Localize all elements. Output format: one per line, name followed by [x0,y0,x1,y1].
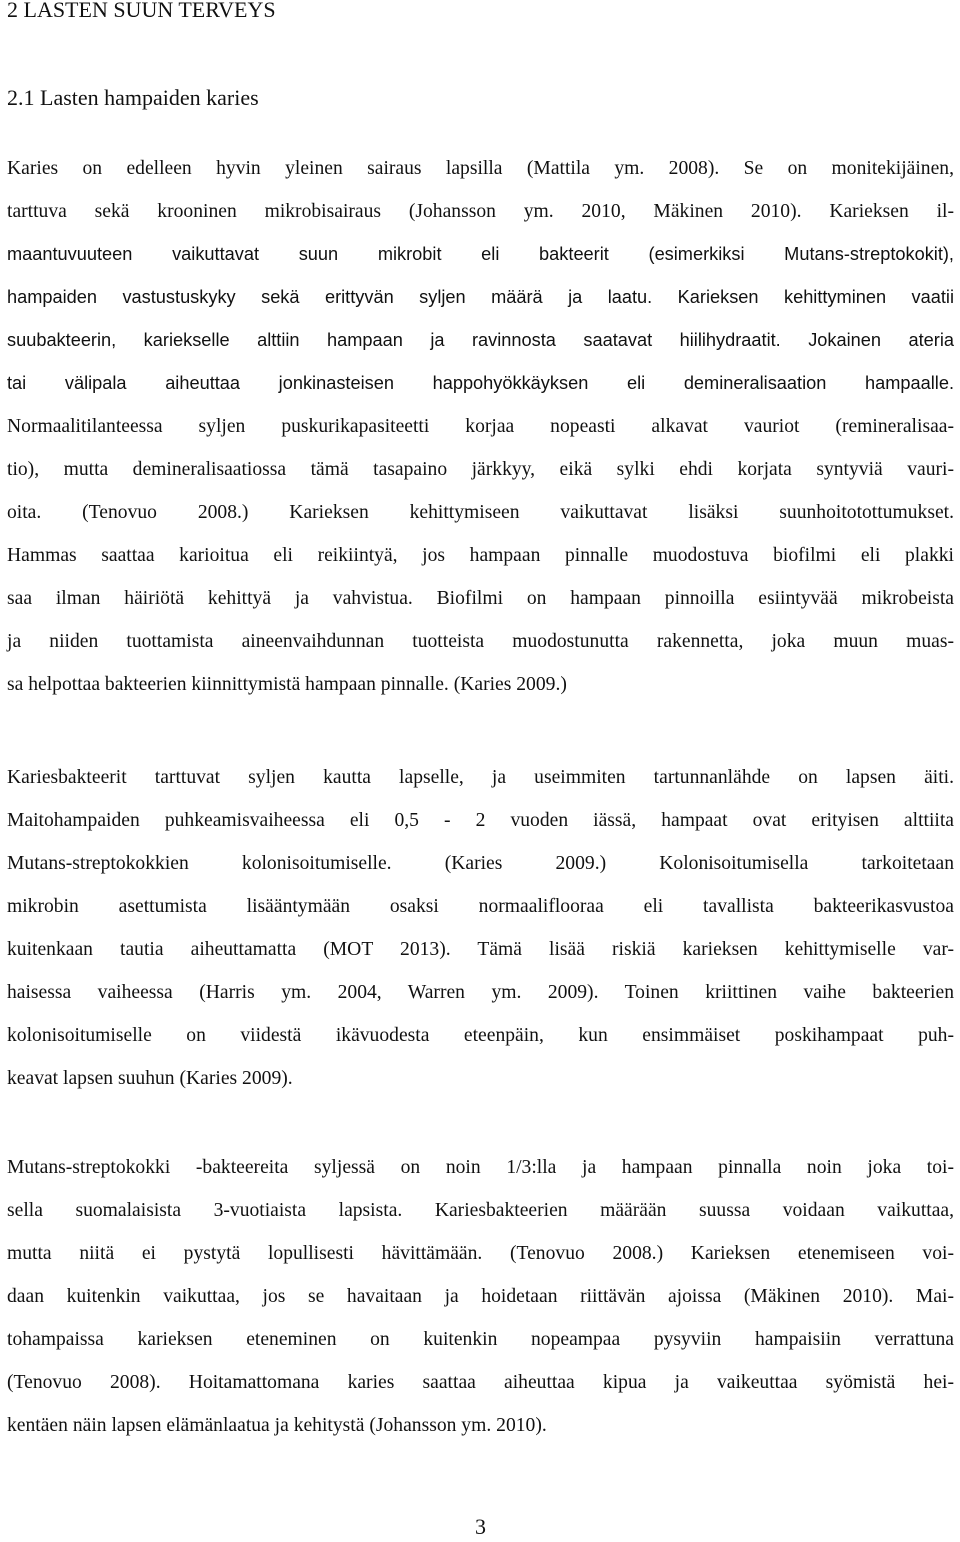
paragraph-line: Mutans-streptokokki -bakteereita syljessä on noin 1/3:lla ja hampaan pinnalla noin joka toi- [7,1157,954,1178]
paragraph-line: saa ilman häiriötä kehittyä ja vahvistua. Biofilmi on hampaan pinnoilla esiintyvää mikrobeista [7,588,954,609]
paragraph-line: tio), mutta demineralisaatiossa tämä tasapaino järkkyy, eikä sylki ehdi korjata syntyviä vauri- [7,459,954,480]
paragraph-line: Maitohampaiden puhkeamisvaiheessa eli 0,5 - 2 vuoden iässä, hampaat ovat erityisen alttiita [7,810,954,831]
paragraph-line: (Tenovuo 2008). Hoitamattomana karies saattaa aiheuttaa kipua ja vaikeuttaa syömistä hei- [7,1372,954,1393]
page-number: 3 [475,1514,486,1539]
chapter-heading: 2 LASTEN SUUN TERVEYS [7,0,276,22]
paragraph-line: daan kuitenkin vaikuttaa, jos se havaitaan ja hoidetaan riittävän ajoissa (Mäkinen 2010). Mai- [7,1286,954,1307]
paragraph-line: Normaalitilanteessa syljen puskurikapasiteetti korjaa nopeasti alkavat vauriot (remineralisaa- [7,416,954,437]
paragraph-line: maantuvuuteen vaikuttavat suun mikrobit eli bakteerit (esimerkiksi Mutans-streptokokit), [7,244,954,264]
paragraph-line: haisessa vaiheessa (Harris ym. 2004, Warren ym. 2009). Toinen kriittinen vaihe bakteerien [7,982,954,1003]
paragraph-line: oita. (Tenovuo 2008.) Karieksen kehittymiseen vaikuttavat lisäksi suunhoitotottumukset. [7,502,954,523]
paragraph-1 [7,147,954,706]
paragraph-line: tarttuva sekä krooninen mikrobisairaus (Johansson ym. 2010, Mäkinen 2010). Karieksen il- [7,201,954,222]
paragraph-line: Kariesbakteerit tarttuvat syljen kautta lapselle, ja useimmiten tartunnanlähde on lapsen äiti. [7,767,954,788]
section-heading: 2.1 Lasten hampaiden karies [7,85,259,110]
paragraph-line: mikrobin asettumista lisääntymään osaksi normaaliflooraa eli tavallista bakteerikasvustoa [7,896,954,917]
paragraph-line: Hammas saattaa karioitua eli reikiintyä, jos hampaan pinnalle muodostuva biofilmi eli plakki [7,545,954,566]
paragraph-line: kolonisoitumiselle on viidestä ikävuodesta eteenpäin, kun ensimmäiset poskihampaat puh- [7,1025,954,1046]
paragraph-line: tai välipala aiheuttaa jonkinasteisen happohyökkäyksen eli demineralisaation hampaalle. [7,373,954,393]
paragraph-line: Karies on edelleen hyvin yleinen sairaus lapsilla (Mattila ym. 2008). Se on monitekijäinen, [7,158,954,179]
paragraph-line: hampaiden vastustuskyky sekä erittyvän syljen määrä ja laatu. Karieksen kehittyminen vaatii [7,287,954,307]
paragraph-line: sella suomalaisista 3-vuotiaista lapsista. Kariesbakteerien määrään suussa voidaan vaikuttaa, [7,1200,954,1221]
paragraph-line: Mutans-streptokokkien kolonisoitumiselle. (Karies 2009.) Kolonisoitumisella tarkoitetaan [7,853,954,874]
paragraph-line: tohampaissa karieksen eteneminen on kuitenkin nopeampaa pysyviin hampaisiin verrattuna [7,1329,954,1350]
paragraph-3 [7,1146,954,1447]
paragraph-line: mutta niitä ei pystytä lopullisesti hävittämään. (Tenovuo 2008.) Karieksen etenemiseen voi- [7,1243,954,1264]
paragraph-line: suubakteerin, kariekselle alttiin hampaan ja ravinnosta saatavat hiilihydraatit. Jokainen ateria [7,330,954,350]
paragraph-line: keavat lapsen suuhun (Karies 2009). [7,1068,293,1089]
paragraph-2 [7,756,954,1100]
paragraph-line: ja niiden tuottamista aineenvaihdunnan tuotteista muodostunutta rakennetta, joka muun muas- [7,631,954,652]
paragraph-line: kentäen näin lapsen elämänlaatua ja kehitystä (Johansson ym. 2010). [7,1415,547,1436]
paragraph-line: kuitenkaan tautia aiheuttamatta (MOT 2013). Tämä lisää riskiä karieksen kehittymiselle var- [7,939,954,960]
paragraph-line: sa helpottaa bakteerien kiinnittymistä hampaan pinnalle. (Karies 2009.) [7,674,567,695]
